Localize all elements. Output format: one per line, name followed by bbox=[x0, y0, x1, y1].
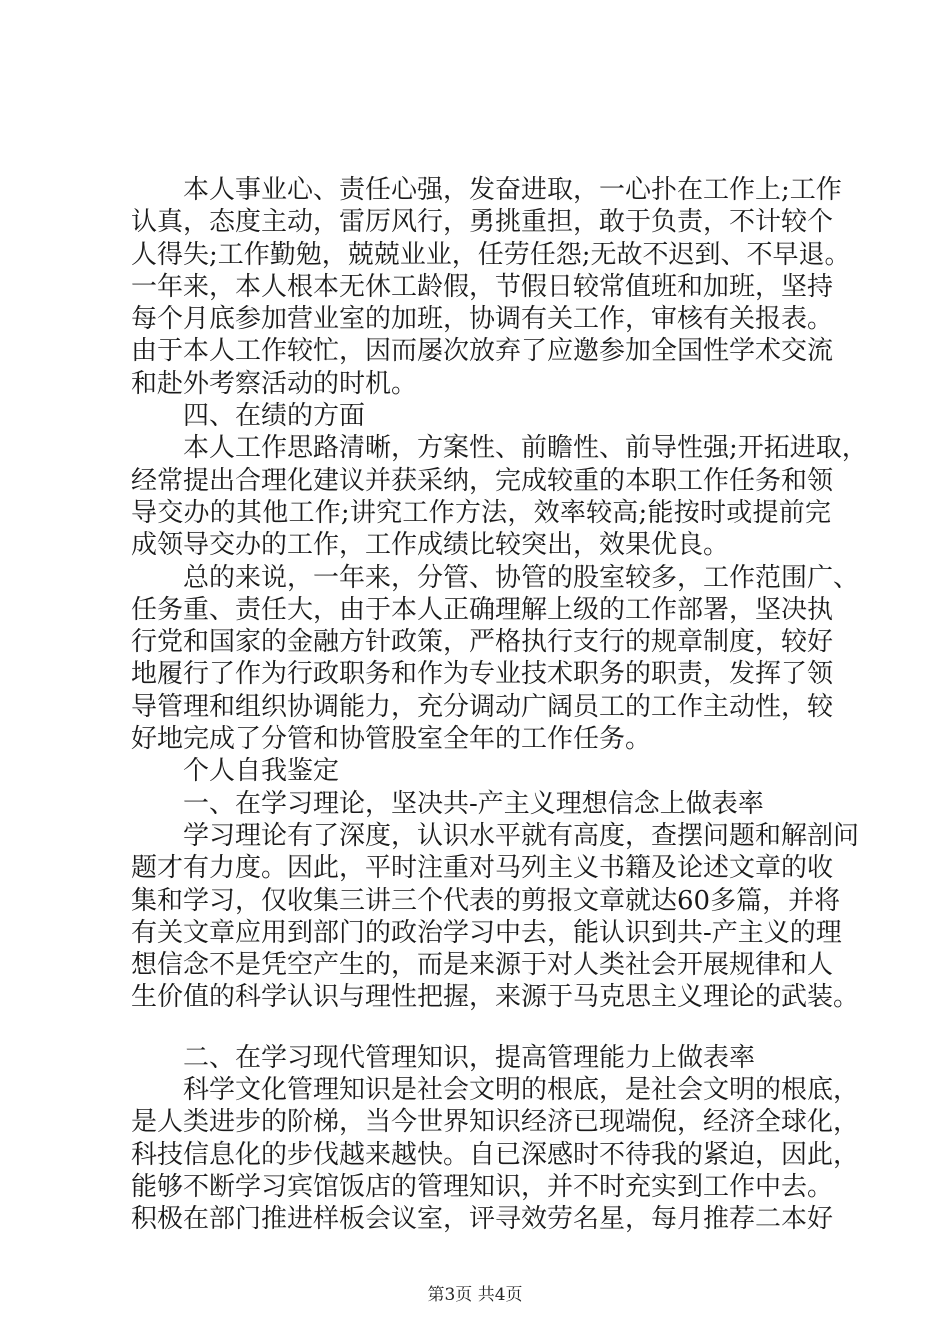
text-line: 科学文化管理知识是社会文明的根底，是社会文明的根底， bbox=[183, 1075, 860, 1106]
text-line: 地履行了作为行政职务和作为专业技术职务的职责，发挥了领 bbox=[131, 659, 834, 690]
text-line: 成领导交办的工作，工作成绩比较突出，效果优良。 bbox=[131, 530, 730, 561]
text-line: 生价值的科学认识与理性把握，来源于马克思主义理论的武装。 bbox=[131, 982, 860, 1013]
text-line: 任务重、责任大，由于本人正确理解上级的工作部署，坚决执 bbox=[131, 594, 834, 625]
text-line: 个人自我鉴定 bbox=[183, 756, 340, 787]
text-line: 认真，态度主动，雷厉风行，勇挑重担，敢于负责，不计较个 bbox=[131, 207, 834, 238]
paragraph-block-2 bbox=[131, 1042, 860, 1236]
text-line: 二、在学习现代管理知识，提高管理能力上做表率 bbox=[183, 1042, 756, 1073]
text-line: 一年来，本人根本无休工龄假，节假日较常值班和加班，坚持 bbox=[131, 271, 834, 302]
text-line: 本人事业心、责任心强，发奋进取，一心扑在工作上;工作 bbox=[183, 175, 842, 205]
text-line: 导交办的其他工作;讲究工作方法，效率较高;能按时或提前完 bbox=[131, 497, 831, 528]
text-line: 一、在学习理论，坚决共-产主义理想信念上做表率 bbox=[183, 788, 764, 819]
text-line: 能够不断学习宾馆饭店的管理知识，并不时充实到工作中去。 bbox=[131, 1171, 834, 1202]
text-line: 有关文章应用到部门的政治学习中去，能认识到共-产主义的理 bbox=[131, 917, 842, 948]
text-line: 四、在绩的方面 bbox=[183, 401, 366, 432]
text-line: 学习理论有了深度，认识水平就有高度，查摆问题和解剖问 bbox=[183, 820, 860, 851]
page-footer: 第3页 共4页 bbox=[427, 1285, 523, 1305]
text-line: 由于本人工作较忙，因而屡次放弃了应邀参加全国性学术交流 bbox=[131, 336, 834, 367]
text-line: 科技信息化的步伐越来越快。自已深感时不待我的紧迫，因此， bbox=[131, 1139, 860, 1170]
text-line: 题才有力度。因此，平时注重对马列主义书籍及论述文章的收 bbox=[131, 853, 834, 884]
text-line: 集和学习，仅收集三讲三个代表的剪报文章就达60多篇，并将 bbox=[131, 885, 841, 916]
paragraph-block-1 bbox=[131, 174, 868, 1014]
document-body bbox=[131, 174, 868, 1236]
text-line: 想信念不是凭空产生的，而是来源于对人类社会开展规律和人 bbox=[131, 950, 834, 981]
text-line: 积极在部门推进样板会议室，评寻效劳名星，每月推荐二本好 bbox=[131, 1204, 834, 1235]
text-line: 人得失;工作勤勉，兢兢业业，任劳任怨;无故不迟到、不早退。 bbox=[131, 239, 851, 270]
text-line: 总的来说，一年来，分管、协管的股室较多，工作范围广、 bbox=[183, 562, 860, 593]
text-line: 导管理和组织协调能力，充分调动广阔员工的工作主动性，较 bbox=[131, 691, 834, 722]
text-line: 和赴外考察活动的时机。 bbox=[131, 368, 418, 399]
text-line: 经常提出合理化建议并获采纳，完成较重的本职工作任务和领 bbox=[131, 465, 834, 496]
paragraph-gap bbox=[131, 1014, 831, 1042]
text-line: 每个月底参加营业室的加班，协调有关工作，审核有关报表。 bbox=[131, 304, 834, 335]
text-line: 好地完成了分管和协管股室全年的工作任务。 bbox=[131, 724, 652, 755]
text-line: 是人类进步的阶梯，当今世界知识经济已现端倪，经济全球化， bbox=[131, 1107, 860, 1138]
text-line: 本人工作思路清晰，方案性、前瞻性、前导性强;开拓进取， bbox=[183, 433, 868, 464]
text-line: 行党和国家的金融方针政策，严格执行支行的规章制度，较好 bbox=[131, 627, 834, 658]
